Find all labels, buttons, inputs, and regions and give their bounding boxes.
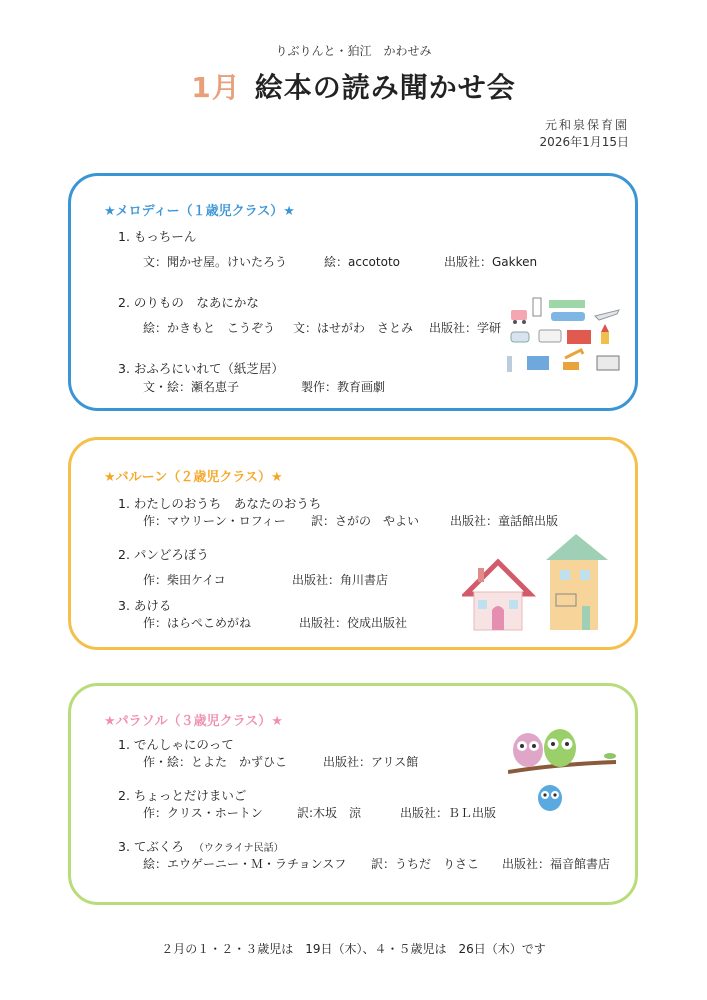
balloon-book-1-title: 1. わたしのおうち あなたのおうち — [118, 496, 322, 511]
balloon-book-1-publisher: 出版社：童話館出版 — [450, 514, 559, 528]
melody-book-2-publisher: 出版社：学研 — [429, 321, 502, 335]
balloon-book-1-author: 作：マウリーン・ロフィー — [143, 514, 286, 528]
melody-book-2-author: 文：はせがわ さとみ — [293, 321, 414, 335]
melody-book-1-author: 文：聞かせ屋。けいたろう — [143, 255, 288, 269]
balloon-book-2-author: 作：柴田ケイコ — [143, 573, 226, 587]
balloon-section-title: ★バルーン（２歳児クラス）★ — [104, 470, 283, 485]
melody-section-title: ★メロディー（１歳児クラス）★ — [104, 204, 295, 219]
melody-book-2-title: 2. のりもの なあにかな — [118, 295, 259, 310]
melody-book-2-illustrator: 絵：かきもと こうぞう — [143, 321, 276, 335]
melody-book-1-title: 1. もっちーん — [118, 229, 197, 244]
title-text: 絵本の読み聞かせ会 — [254, 71, 516, 104]
owls-illustration — [508, 728, 620, 814]
parasol-section-title: ★パラソル（３歳児クラス）★ — [104, 714, 283, 729]
balloon-book-3-title: 3. あける — [118, 598, 172, 613]
vehicles-illustration — [505, 296, 625, 388]
melody-book-3-author: 文・絵：瀬名恵子 — [143, 380, 240, 394]
subtitle: りぶりんと・狛江 かわせみ — [275, 44, 432, 58]
balloon-book-2-publisher: 出版社：角川書店 — [292, 573, 389, 587]
parasol-book-3-translator: 訳：うちだ りさこ — [371, 857, 480, 871]
parasol-book-3-title-text: 3. てぶくろ — [118, 839, 184, 854]
month-label: 1月 — [191, 71, 241, 104]
balloon-book-2-title: 2. パンどろぼう — [118, 547, 209, 562]
melody-book-3-producer: 製作：教育画劇 — [301, 380, 386, 394]
balloon-book-1-translator: 訳：さがの やよい — [311, 514, 420, 528]
parasol-book-3-title — [118, 837, 284, 855]
houses-illustration — [462, 530, 612, 634]
parasol-book-1-title: 1. でんしゃにのって — [118, 737, 234, 752]
page-title — [0, 66, 707, 106]
issue-date: 2026年1月15日 — [539, 135, 629, 149]
parasol-book-3-note: （ウクライナ民話） — [193, 843, 284, 854]
parasol-book-2-publisher: 出版社：ＢＬ出版 — [400, 806, 497, 820]
parasol-book-2-author: 作：クリス・ホートン — [143, 806, 263, 820]
parasol-book-3-illustrator: 絵：エウゲーニー・Ｍ・ラチョンスフ — [143, 857, 347, 871]
balloon-book-3-author: 作：はらぺこめがね — [143, 616, 252, 630]
parasol-book-1-author: 作・絵：とよた かずひこ — [143, 755, 288, 769]
parasol-book-3-publisher: 出版社：福音館書店 — [502, 857, 611, 871]
melody-book-1-illustrator: 絵：accototo — [324, 255, 400, 269]
balloon-book-3-publisher: 出版社：佼成出版社 — [299, 616, 408, 630]
melody-book-3-title: 3. おふろにいれて（紙芝居） — [118, 361, 284, 376]
school-name: 元和泉保育園 — [544, 118, 629, 132]
parasol-book-2-title: 2. ちょっとだけまいご — [118, 788, 247, 803]
parasol-book-1-publisher: 出版社：アリス館 — [323, 755, 419, 769]
melody-book-1-publisher: 出版社：Gakken — [444, 255, 538, 269]
parasol-book-2-translator: 訳:木坂 涼 — [297, 806, 362, 820]
next-schedule-note: ２月の１・２・３歳児は 19日（木）、４・５歳児は 26日（木）です — [161, 942, 546, 956]
